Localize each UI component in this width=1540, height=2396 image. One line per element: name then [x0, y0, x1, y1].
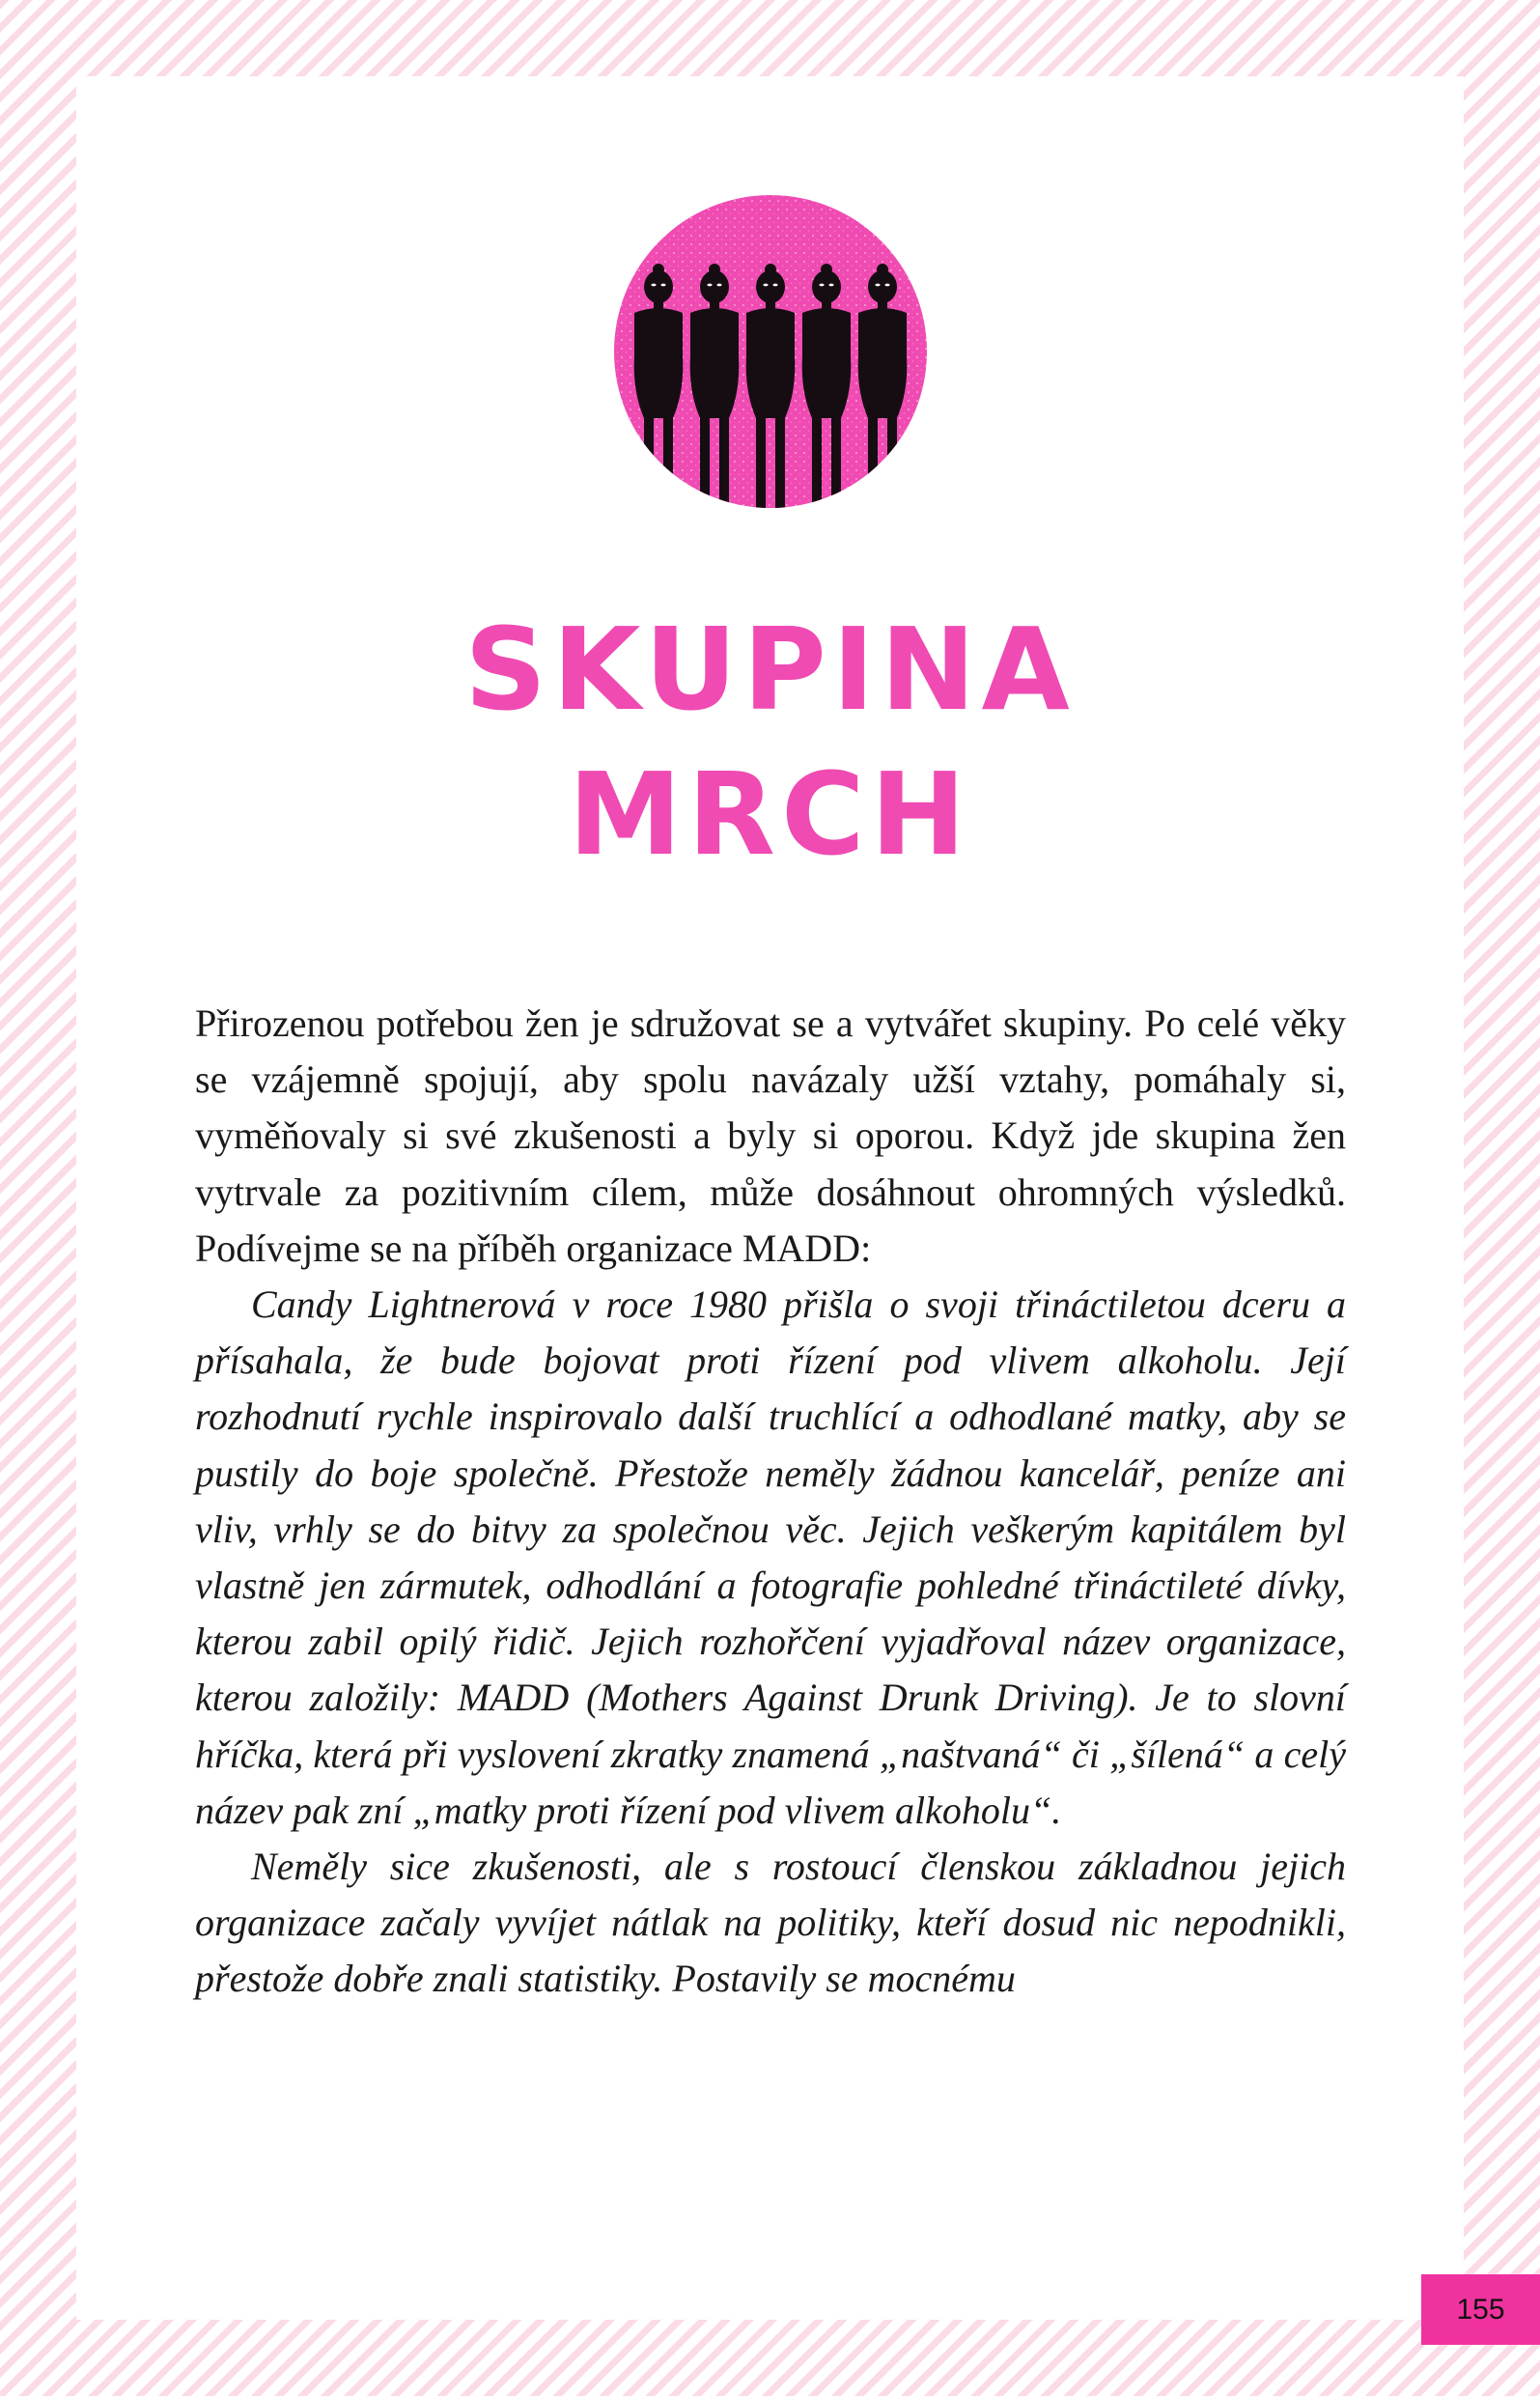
body-text	[195, 996, 1346, 2008]
paragraph-story: Candy Lightnerová v roce 1980 přišla o svoji třináctiletou dceru a přísahala, že bude bojovat proti řízení pod vlivem alkoholu. Její rozhodnutí rychle inspirovalo další truchlící a odhodlané matky, aby se pustily do boje společně. Přestože neměly žádnou kancelář, peníze ani vliv, vrhly se do bitvy za společnou věc. Jejich veškerým kapitálem byl vlastně jen zármutek, odhodlání a fotografie pohledné třináctileté dívky, kterou zabil opilý řidič. Jejich rozhořčení vyjadřoval název organizace, kterou založily: MADD (Mothers Against Drunk Driving). Je to slovní hříčka, která při vyslovení zkratky znamená „naštvaná“ či „šílená“ a celý název pak zní „matky proti řízení pod vlivem alkoholu“.	[195, 1283, 1346, 1832]
page-number: 155	[1421, 2274, 1540, 2345]
women-group-silhouette-icon	[611, 190, 930, 513]
title-line-2: MRCH	[568, 747, 972, 881]
paragraph-continuation: Neměly sice zkušenosti, ale s rostoucí členskou základnou jejich organizace začaly vyvíjet nátlak na politiky, kteří dosud nic nepodnikli, přestože dobře znali statistiky. Postavily se mocnému	[195, 1845, 1346, 2001]
paragraph-intro: Přirozenou potřebou žen je sdružovat se a vytvářet skupiny. Po celé věky se vzájemně spojují, aby spolu navázaly užší vztahy, pomáhaly si, vyměňovaly si své zkušenosti a byly si oporou. Když jde skupina žen vytrvale za pozitivním cílem, může dosáhnout ohromných výsledků. Podívejme se na příběh organizace MADD:	[195, 1001, 1346, 1270]
title-line-1: SKUPINA	[464, 603, 1076, 736]
